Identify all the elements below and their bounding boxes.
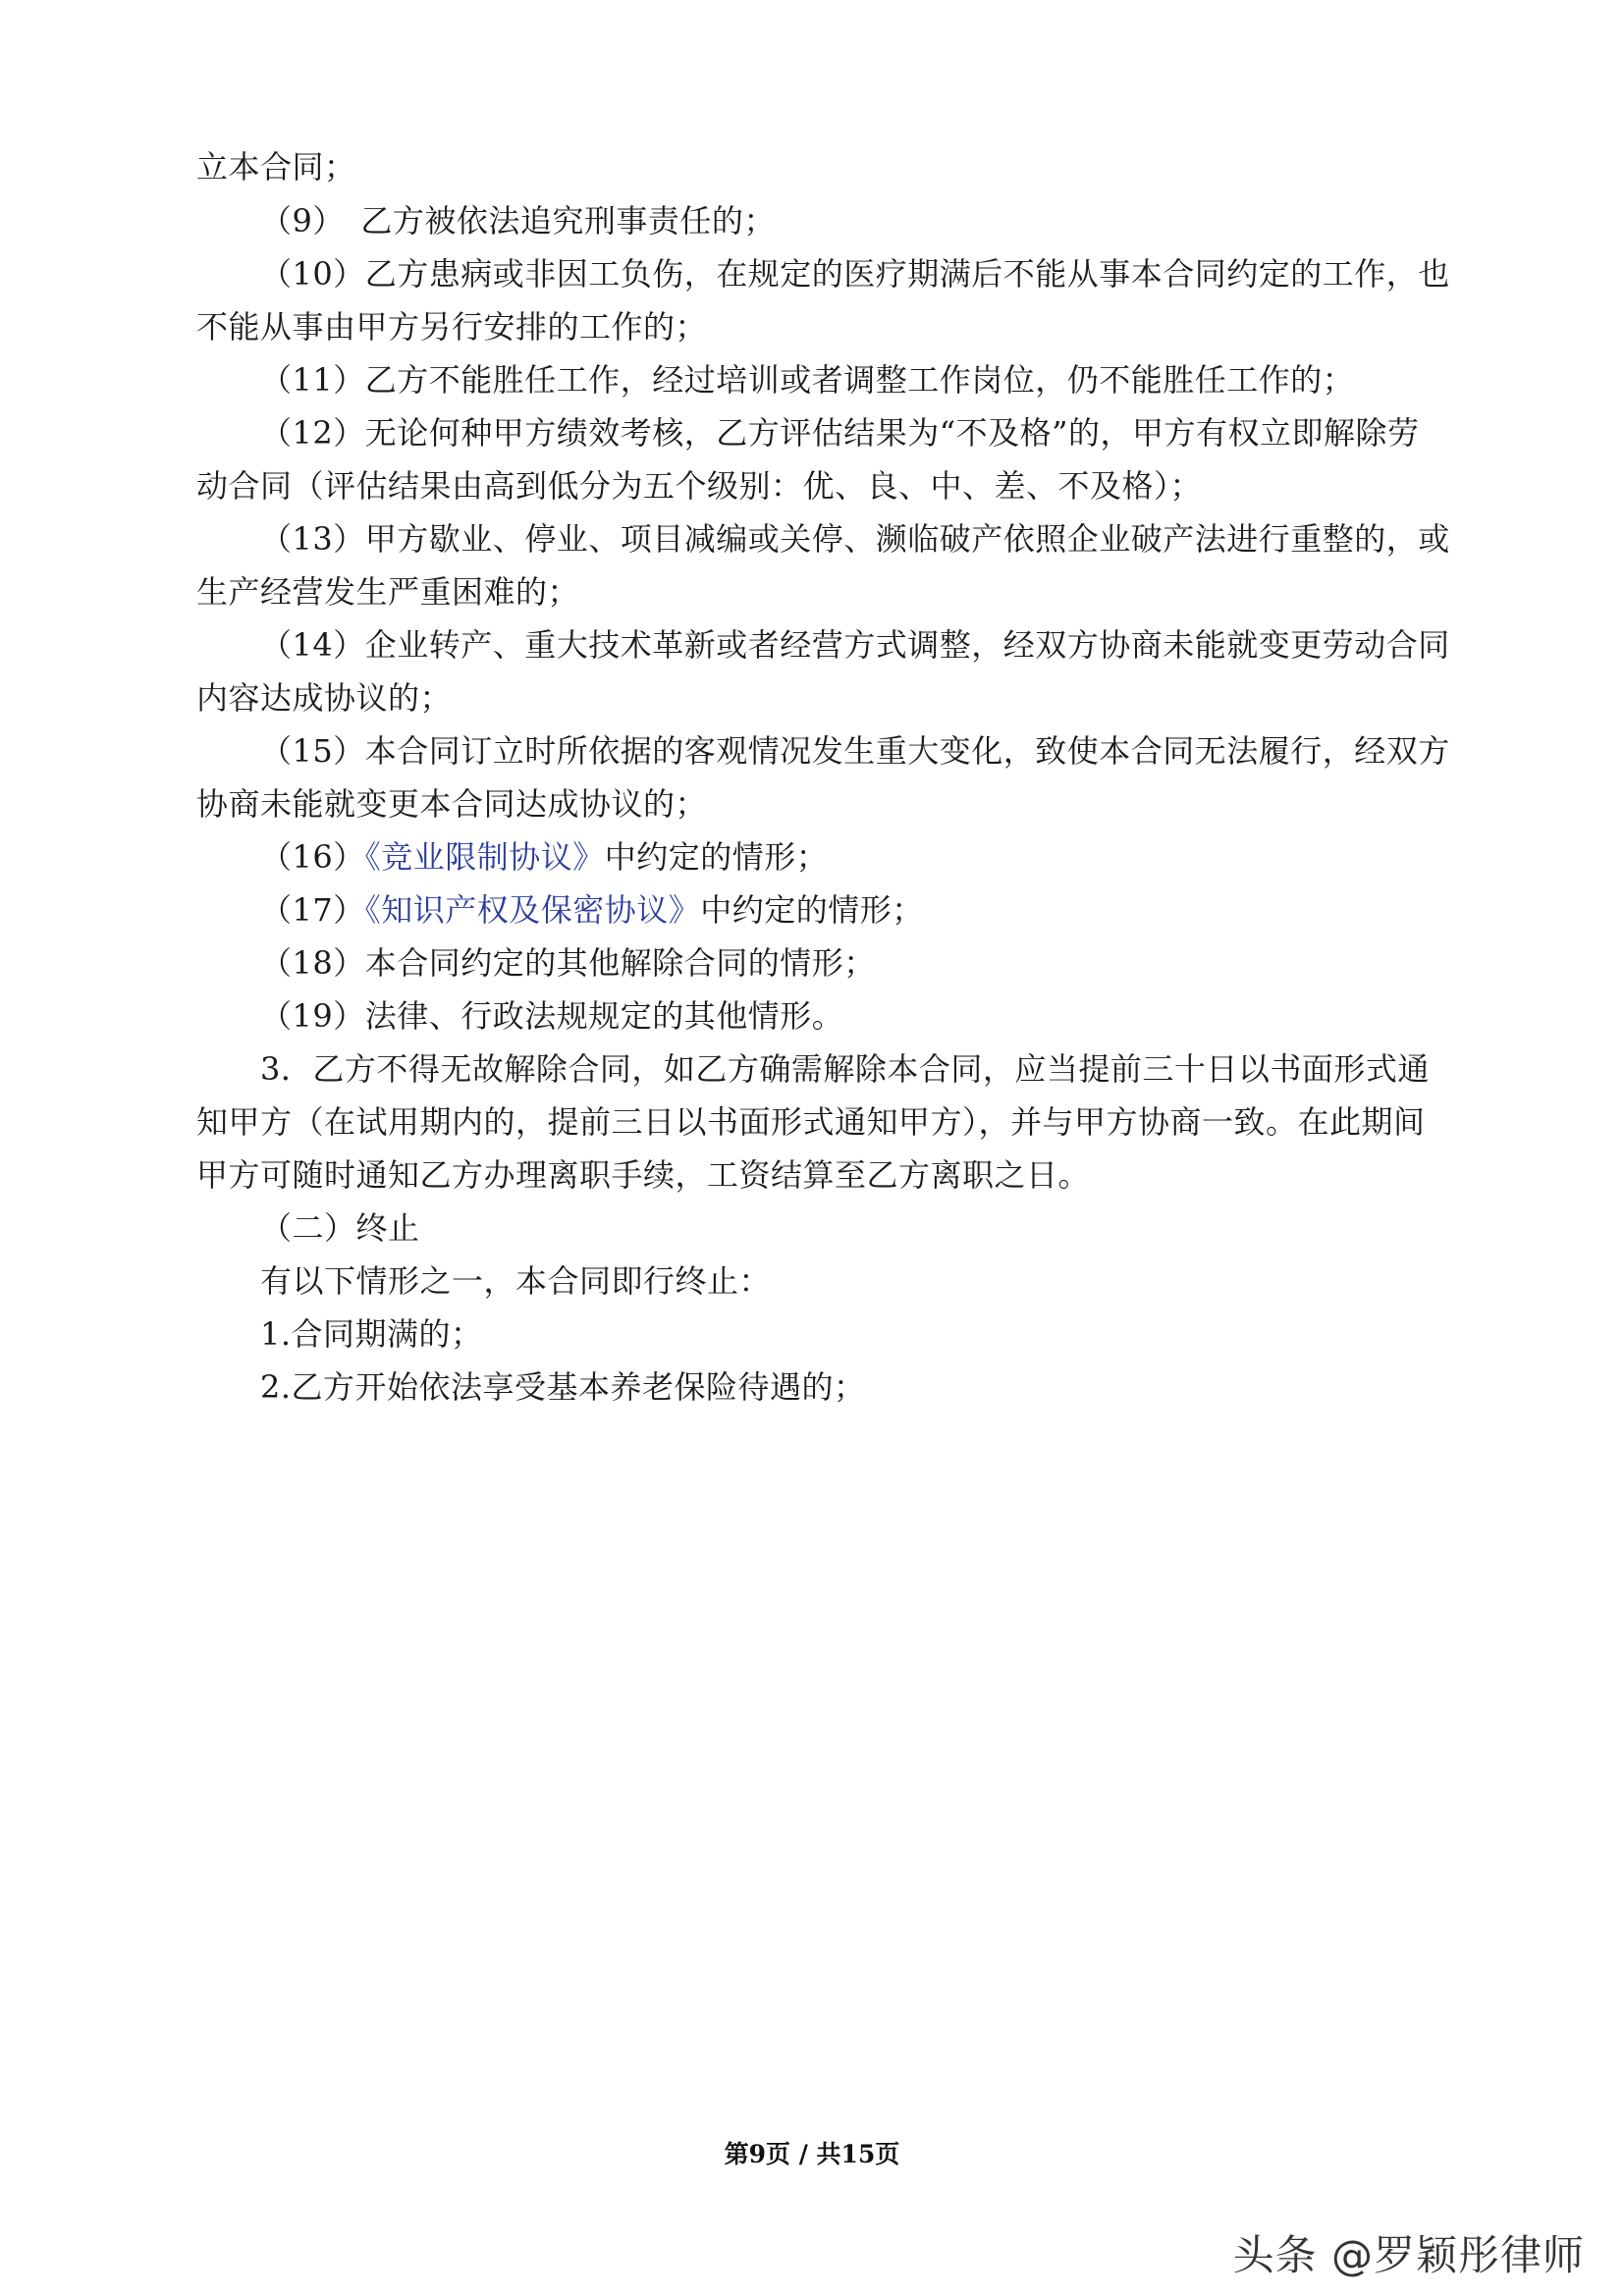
section-heading-termination: （二）终止 — [260, 1209, 420, 1247]
text-line: 立本合同； — [196, 148, 356, 186]
page-number: 第9页 / 共15页 — [724, 2140, 900, 2168]
clause-16 — [260, 837, 828, 877]
clause-9: （9） 乙方被依法追究刑事责任的； — [260, 202, 776, 240]
text-line: 知甲方（在试用期内的，提前三日以书面形式通知甲方），并与甲方协商一致。在此期间 — [196, 1103, 1426, 1141]
clause-17-text: 中约定的情形； — [700, 891, 924, 929]
clause-16-number: （16） — [260, 838, 365, 876]
termination-intro: 有以下情形之一，本合同即行终止： — [260, 1262, 772, 1300]
watermark: 头条 @罗颖彤律师 — [1232, 2231, 1585, 2279]
clause-13: （13）甲方歇业、停业、项目减编或关停、濒临破产依照企业破产法进行重整的，或 — [260, 520, 1450, 558]
text-line: 动合同（评估结果由高到低分为五个级别：优、良、中、差、不及格）； — [196, 467, 1203, 505]
text-line: 内容达成协议的； — [196, 679, 453, 717]
clause-17-number: （17） — [260, 891, 365, 929]
text-line: 生产经营发生严重困难的； — [196, 573, 580, 611]
text-line: 不能从事由甲方另行安排的工作的； — [196, 308, 708, 346]
text-line: 协商未能就变更本合同达成协议的； — [196, 785, 708, 823]
clause-12: （12）无论何种甲方绩效考核，乙方评估结果为“不及格”的，甲方有权立即解除劳 — [260, 414, 1420, 452]
termination-item-1: 1.合同期满的； — [260, 1315, 483, 1353]
non-compete-agreement-link[interactable]: 《竞业限制协议》 — [364, 838, 605, 876]
clause-14: （14）企业转产、重大技术革新或者经营方式调整，经双方协商未能就变更劳动合同 — [260, 626, 1450, 664]
clause-19: （19）法律、行政法规规定的其他情形。 — [260, 997, 844, 1035]
clause-18: （18）本合同约定的其他解除合同的情形； — [260, 944, 876, 982]
termination-item-2: 2.乙方开始依法享受基本养老保险待遇的； — [260, 1368, 866, 1406]
ip-confidentiality-agreement-link[interactable]: 《知识产权及保密协议》 — [364, 891, 701, 929]
text-line: 甲方可随时通知乙方办理离职手续，工资结算至乙方离职之日。 — [196, 1156, 1091, 1194]
section-3-paragraph: 3．乙方不得无故解除合同，如乙方确需解除本合同，应当提前三十日以书面形式通 — [260, 1050, 1430, 1088]
clause-15: （15）本合同订立时所依据的客观情况发生重大变化，致使本合同无法履行，经双方 — [260, 732, 1450, 770]
clause-16-text: 中约定的情形； — [604, 838, 829, 876]
clause-11: （11）乙方不能胜任工作，经过培训或者调整工作岗位，仍不能胜任工作的； — [260, 361, 1355, 399]
clause-17 — [260, 890, 924, 930]
clause-10: （10）乙方患病或非因工负伤，在规定的医疗期满后不能从事本合同约定的工作，也 — [260, 255, 1450, 293]
